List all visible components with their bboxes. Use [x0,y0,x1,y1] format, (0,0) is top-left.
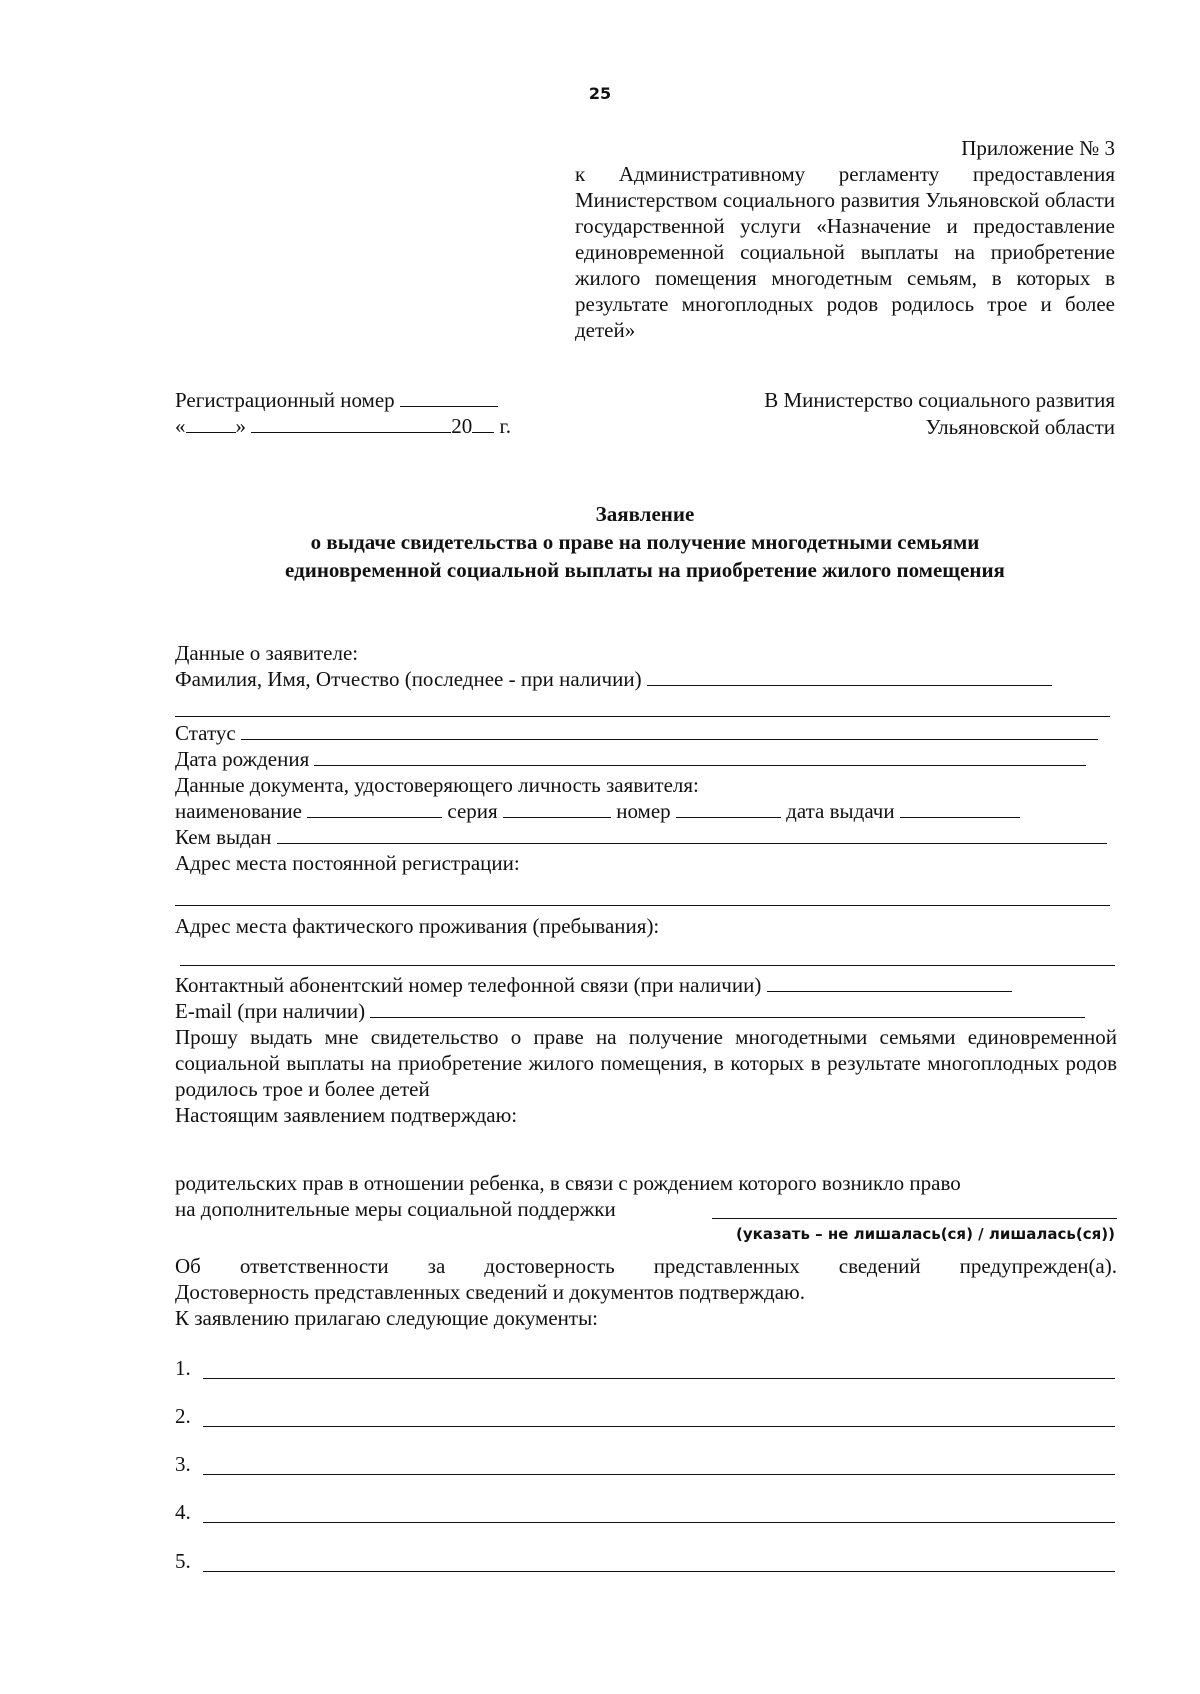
reliability-text: Достоверность представленных сведений и документов подтверждаю. [175,1280,805,1304]
attachment-field-2[interactable] [203,1426,1115,1427]
year-prefix: 20 [451,414,473,438]
doc-issue-date-field[interactable] [900,799,1020,818]
attachment-field-4[interactable] [203,1522,1115,1523]
attachment-number-1: 1. [175,1356,191,1380]
attachments-label: К заявлению прилагаю следующие документы: [175,1306,599,1330]
document-subtitle-line-2: единовременной социальной выплаты на приобретение жилого помещения [285,558,1005,582]
day-field[interactable] [186,414,236,433]
status-field[interactable] [241,721,1098,740]
full-name-field[interactable] [647,667,1052,686]
parental-rights-field[interactable] [712,1218,1117,1219]
birth-date-row [175,746,1086,772]
applicant-data-label: Данные о заявителе: [175,641,359,665]
document-subtitle-line-1: о выдаче свидетельства о праве на получение многодетными семьями [310,530,980,554]
date-close-quote: » [235,414,246,438]
permanent-address-label: Адрес места постоянной регистрации: [175,851,520,875]
attachment-field-1[interactable] [203,1378,1115,1379]
birth-date-field[interactable] [314,747,1086,766]
month-field[interactable] [251,414,451,433]
document-title: Заявление [595,502,695,526]
doc-name-field[interactable] [307,799,442,818]
responsibility-text: Об ответственности за достоверность представленных сведений предупрежден(а). [175,1254,1117,1278]
attachment-number-3: 3. [175,1452,191,1476]
doc-series-field[interactable] [503,799,611,818]
attachment-number-4: 4. [175,1500,191,1524]
doc-number-field[interactable] [676,799,781,818]
appendix-text: к Административному регламенту предоставления Министерством социального развития Ульяновской области государственной услуги «Назначение и предоставление единовременной социальной выплаты на приобретение жилого помещения многодетным семьям, в которых в результате многоплодных родов родилось трое и более детей» [575,162,1115,342]
addressee-line-1: В Министерство социального развития [764,388,1115,412]
page-number: 25 [588,84,612,103]
phone-field[interactable] [767,973,1012,992]
parental-rights-row [175,1196,616,1222]
actual-address-label: Адрес места фактического проживания (пребывания): [175,914,660,938]
email-row [175,998,1085,1024]
doc-series-label: серия [447,799,498,823]
phone-label: Контактный абонентский номер телефонной связи (при наличии) [175,973,762,997]
id-document-label: Данные документа, удостоверяющего личность заявителя: [175,773,699,797]
issued-by-row [175,824,1107,850]
full-name-field-continued[interactable] [175,716,1110,717]
document-heading [175,500,1115,584]
email-label: E-mail (при наличии) [175,999,366,1023]
addressee [600,387,1115,441]
attachment-number-5: 5. [175,1549,191,1573]
addressee-line-2: Ульяновской области [925,415,1115,439]
issued-by-field[interactable] [277,825,1107,844]
attachment-field-3[interactable] [203,1474,1115,1475]
attachment-number-2: 2. [175,1404,191,1428]
birth-date-label: Дата рождения [175,747,310,771]
email-field[interactable] [370,999,1085,1018]
parental-rights-hint: (указать – не лишалась(ся) / лишалась(ся)) [736,1225,1115,1243]
status-row [175,720,1098,746]
actual-address-field[interactable] [180,965,1115,966]
year-suffix: г. [499,414,511,438]
parental-rights-line-1: родительских прав в отношении ребенка, в связи с рождением которого возникло право [175,1171,961,1195]
status-label: Статус [175,721,236,745]
doc-name-label: наименование [175,799,302,823]
attachment-field-5[interactable] [203,1571,1115,1572]
registration-date-row [175,413,511,439]
date-open-quote: « [175,414,186,438]
year-field[interactable] [472,414,494,433]
full-name-label: Фамилия, Имя, Отчество (последнее - при наличии) [175,667,642,691]
issued-by-label: Кем выдан [175,825,272,849]
request-paragraph: Прошу выдать мне свидетельство о праве на получение многодетными семьями единовременной социальной выплаты на приобретение жилого помещения, в которых в результате многоплодных родов родилось трое и более детей [175,1025,1117,1101]
parental-rights-line-2: на дополнительные меры социальной поддержки [175,1197,616,1221]
phone-row [175,972,1012,998]
permanent-address-field[interactable] [175,905,1110,906]
registration-number-label: Регистрационный номер [175,388,395,412]
appendix-title: Приложение № 3 [961,136,1115,160]
doc-number-label: номер [616,799,671,823]
confirm-label: Настоящим заявлением подтверждаю: [175,1103,518,1127]
id-document-row [175,798,1020,824]
doc-issue-date-label: дата выдачи [786,799,895,823]
registration-number-row [175,387,498,413]
registration-number-field[interactable] [400,388,498,407]
full-name-row [175,666,1052,692]
